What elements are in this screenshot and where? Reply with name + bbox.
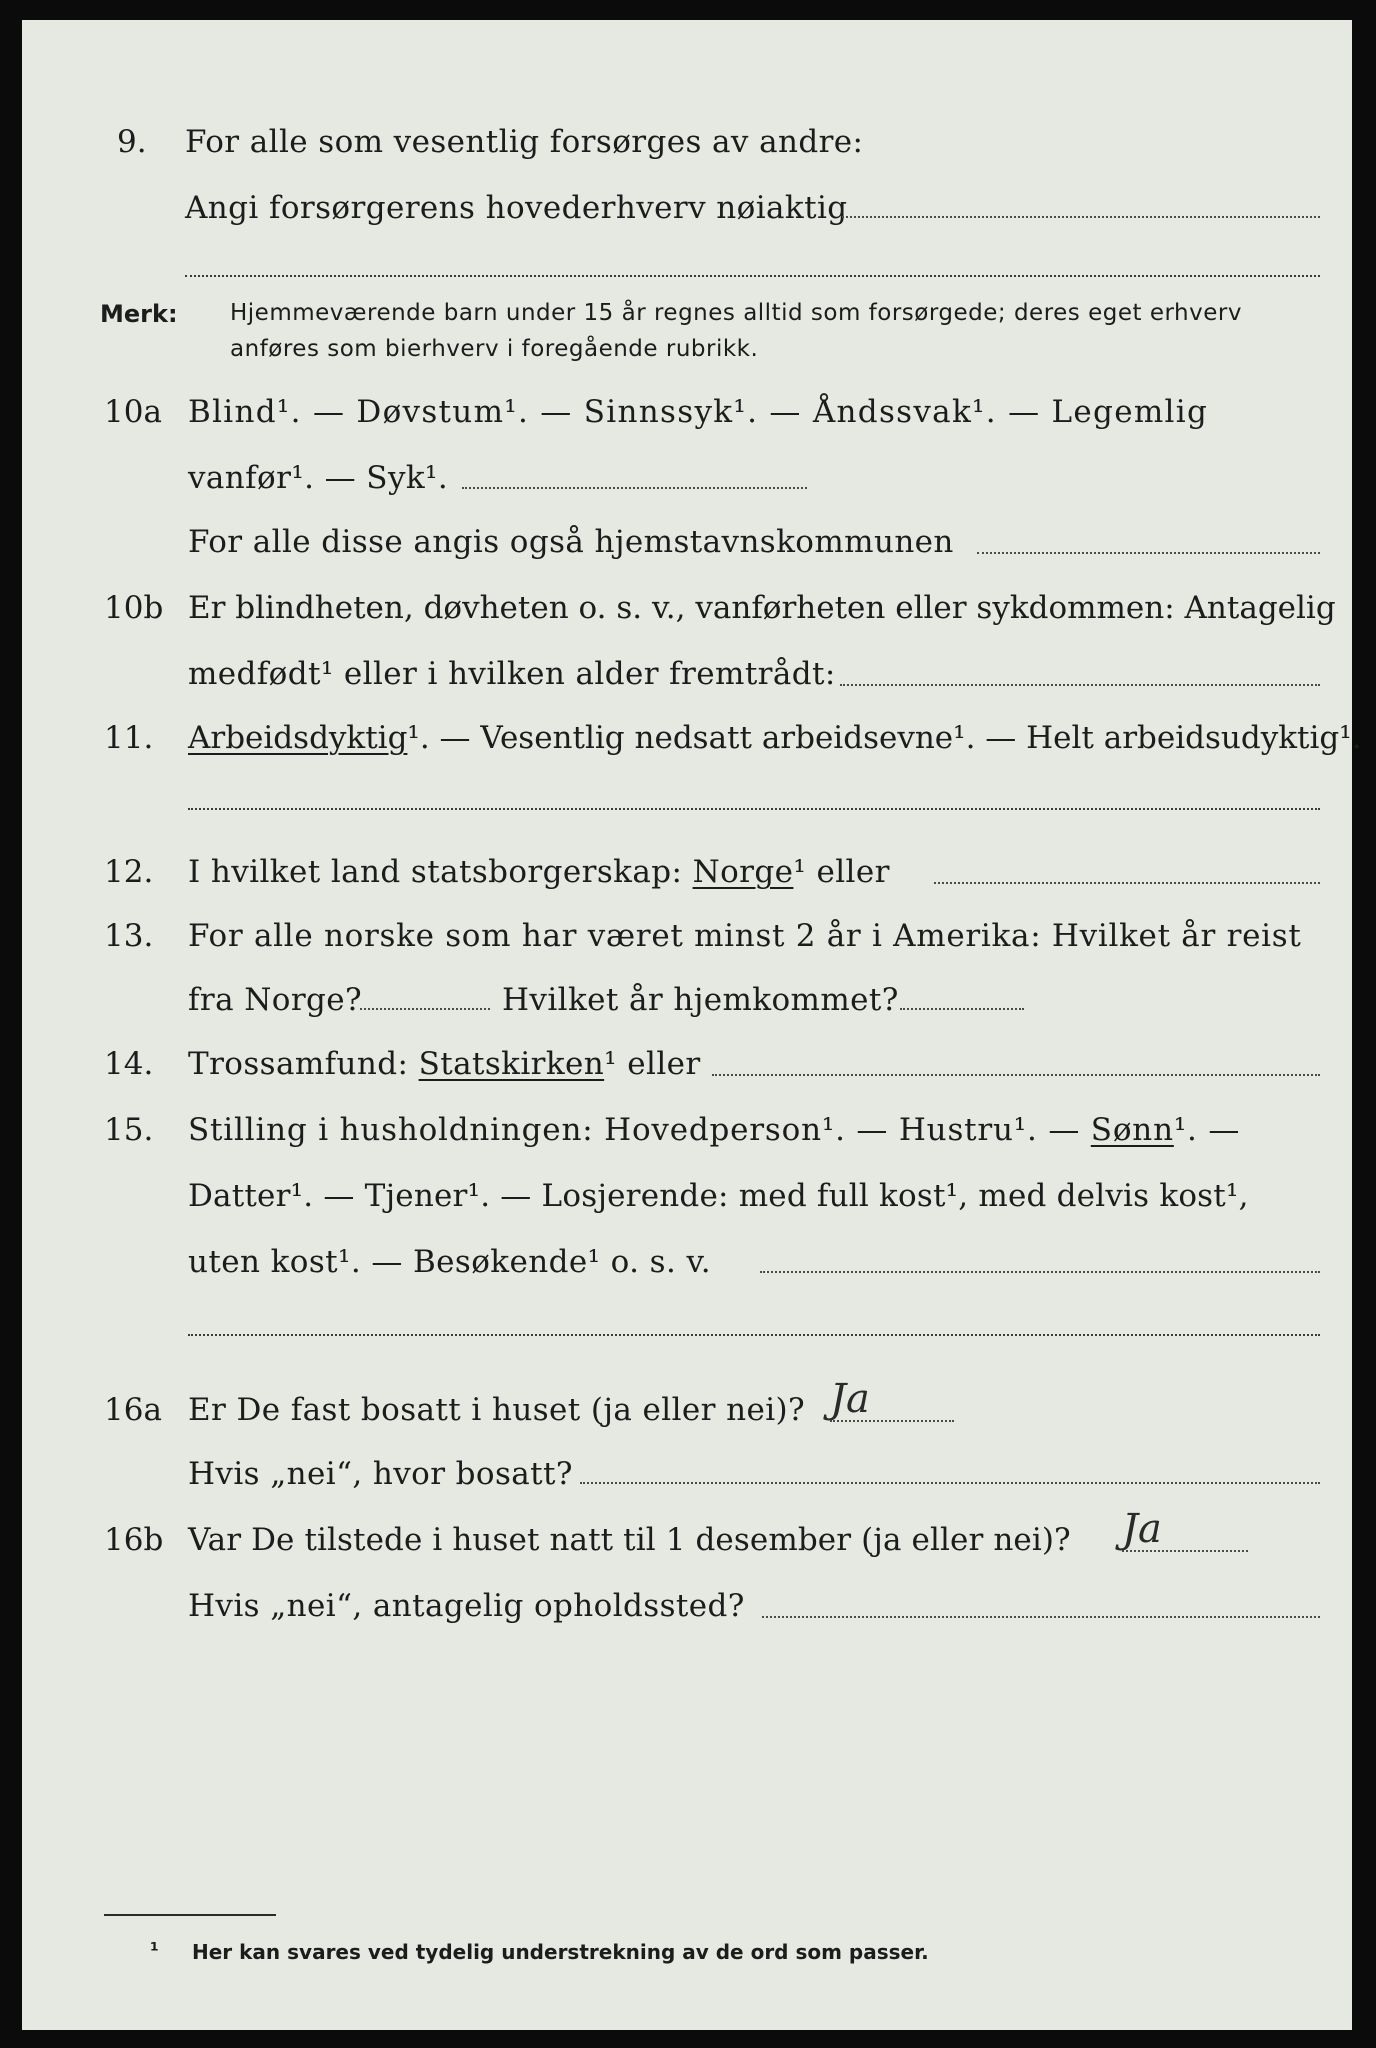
q11-text [188,720,1362,756]
q10a-hjemstavn-field[interactable] [977,552,1320,554]
q16b-text-line1: Var De tilstede i huset natt til 1 desember (ja eller nei)? [188,1522,1071,1558]
q12-option-norge[interactable]: Norge [692,854,794,890]
item-number-10b: 10b [104,590,164,626]
merk-text-line1: Hjemmeværende barn under 15 år regnes alltid som forsørgede; deres eget erhverv [230,300,1242,326]
item-number-16b: 16b [104,1522,164,1558]
q11-text-rest: ¹. — Vesentlig nedsatt arbeidsevne¹. — Helt arbeidsudyktig¹. [407,720,1362,756]
q16a-text-line1: Er De fast bosatt i huset (ja eller nei)? [188,1392,806,1428]
q13-text-line2b: Hvilket år hjemkommet? [502,982,899,1018]
q15-answer-field-line2[interactable] [188,1334,1320,1336]
q12-text-pre: I hvilket land statsborgerskap: [188,854,693,890]
q15-text-line3: uten kost¹. — Besøkende¹ o. s. v. [188,1244,711,1280]
merk-label: Merk: [100,300,178,328]
q15-text-line2: Datter¹. — Tjener¹. — Losjerende: med full kost¹, med delvis kost¹, [188,1178,1249,1214]
q10b-text-line2: medfødt¹ eller i hvilken alder fremtrådt: [188,656,836,692]
q16b-handwritten-answer: Ja [1122,1506,1162,1552]
q11-answer-field[interactable] [188,808,1320,810]
q15-text-line1b: ¹. — [1173,1112,1241,1148]
item-number-11: 11. [104,720,154,756]
q15-text-line1 [188,1112,1240,1148]
q13-hjemkommet-field[interactable] [900,1008,1024,1010]
q9-answer-field-line2[interactable] [185,275,1320,277]
item-number-13: 13. [104,918,154,954]
q16a-text-line2: Hvis „nei“, hvor bosatt? [188,1456,573,1492]
q10a-text-line3: For alle disse angis også hjemstavnskommunen [188,524,954,560]
q10a-text-line1: Blind¹. — Døvstum¹. — Sinnssyk¹. — Åndssvak¹. — Legemlig [188,394,1209,430]
q11-option-arbeidsdyktig[interactable]: Arbeidsdyktig [188,720,408,756]
q14-text [188,1046,701,1082]
census-form-page [22,20,1362,2030]
q16b-answer-field[interactable] [1122,1550,1248,1552]
q9-text-line1: For alle som vesentlig forsørges av andre: [185,124,864,160]
q14-text-pre: Trossamfund: [188,1046,419,1082]
q10b-answer-field[interactable] [840,684,1320,686]
merk-text-line2: anføres som bierhverv i foregående rubrikk. [230,336,759,362]
q12-answer-field[interactable] [934,882,1320,884]
q16b-opholdssted-field[interactable] [762,1616,1320,1618]
q10a-text-line2: vanfør¹. — Syk¹. [188,460,449,496]
q10b-text-line1: Er blindheten, døvheten o. s. v., vanførheten eller sykdommen: Antagelig [188,590,1336,626]
q16a-bosatt-field[interactable] [580,1482,1320,1484]
item-number-9: 9. [117,124,147,160]
footnote-divider [104,1914,276,1916]
q10a-answer-field[interactable] [462,487,807,489]
q12-text [188,854,890,890]
q15-option-sonn[interactable]: Sønn [1090,1112,1174,1148]
item-number-12: 12. [104,854,154,890]
q14-option-statskirken[interactable]: Statskirken [418,1046,605,1082]
q14-answer-field[interactable] [712,1074,1320,1076]
q13-reist-field[interactable] [360,1008,490,1010]
footnote-mark: ¹ [150,1938,159,1962]
q15-answer-field[interactable] [760,1271,1320,1273]
item-number-15: 15. [104,1112,154,1148]
item-number-16a: 16a [104,1392,162,1428]
q12-text-post: ¹ eller [793,854,890,890]
q16a-handwritten-answer: Ja [830,1376,870,1422]
q16b-text-line2: Hvis „nei“, antagelig opholdssted? [188,1588,745,1624]
q13-text-line2a: fra Norge? [188,982,363,1018]
q13-text-line1: For alle norske som har været minst 2 år i Amerika: Hvilket år reist [188,918,1302,954]
item-number-10a: 10a [104,394,162,430]
q9-text-line2: Angi forsørgerens hovederhverv nøiaktig [185,190,848,226]
item-number-14: 14. [104,1046,154,1082]
q14-text-post: ¹ eller [604,1046,701,1082]
q15-text-line1a: Stilling i husholdningen: Hovedperson¹. — Hustru¹. — [188,1112,1091,1148]
q9-answer-field[interactable] [842,216,1320,218]
q16a-answer-field[interactable] [830,1420,954,1422]
footnote-text: Her kan svares ved tydelig understrekning av de ord som passer. [192,1940,929,1964]
